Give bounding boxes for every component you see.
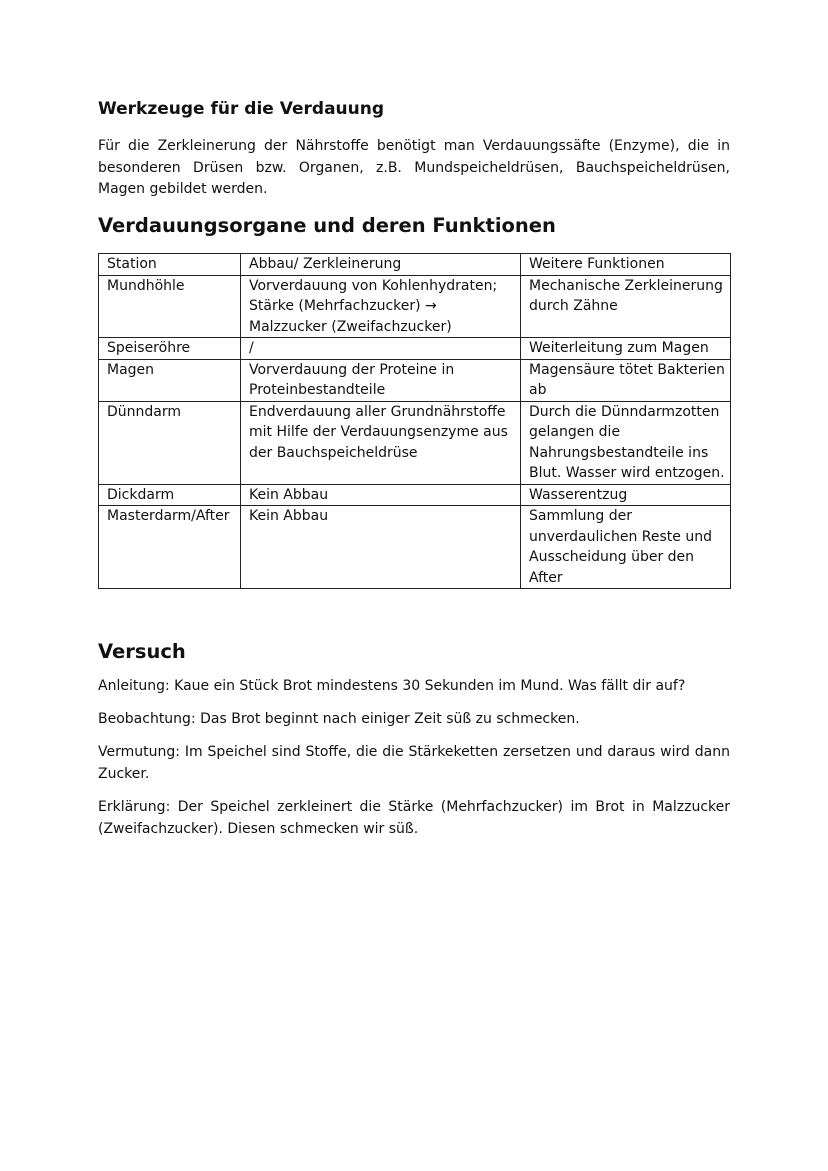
anleitung-text: Anleitung: Kaue ein Stück Brot mindestens 30 Sekunden im Mund. Was fällt dir auf? bbox=[98, 678, 686, 694]
column-header-weitere: Weitere Funktionen bbox=[521, 254, 731, 276]
werkzeuge-heading: Werkzeuge für die Verdauung bbox=[98, 99, 385, 119]
weitere-cell: Mechanische Zerkleinerung durch Zähne bbox=[521, 275, 731, 338]
table-row bbox=[99, 401, 731, 484]
abbau-cell: Kein Abbau bbox=[241, 506, 521, 589]
table-row bbox=[99, 359, 731, 401]
abbau-cell: Endverdauung aller Grundnährstoffe mit Hilfe der Verdauungsenzyme aus der Bauchspeicheldrüse bbox=[241, 401, 521, 484]
organ-table bbox=[98, 253, 731, 589]
weitere-cell: Wasserentzug bbox=[521, 484, 731, 506]
table-row bbox=[99, 275, 731, 338]
column-header-abbau: Abbau/ Zerkleinerung bbox=[241, 254, 521, 276]
table-header-row bbox=[99, 254, 731, 276]
werkzeuge-text: Für die Zerkleinerung der Nährstoffe benötigt man Verdauungssäfte (Enzyme), die in besonderen Drüsen bzw. Organen, z.B. Mundspeicheldrüsen, Bauchspeicheldrüsen, Magen gebildet werden. bbox=[98, 138, 730, 197]
weitere-cell: Weiterleitung zum Magen bbox=[521, 338, 731, 360]
station-cell: Mundhöhle bbox=[99, 275, 241, 338]
table-row bbox=[99, 506, 731, 589]
abbau-cell: / bbox=[241, 338, 521, 360]
weitere-cell: Sammlung der unverdaulichen Reste und Ausscheidung über den After bbox=[521, 506, 731, 589]
abbau-cell: Vorverdauung der Proteine in Proteinbestandteile bbox=[241, 359, 521, 401]
weitere-cell: Magensäure tötet Bakterien ab bbox=[521, 359, 731, 401]
versuch-heading: Versuch bbox=[98, 640, 186, 663]
table-row bbox=[99, 484, 731, 506]
vermutung-text: Vermutung: Im Speichel sind Stoffe, die die Stärkeketten zersetzen und daraus wird dann Zucker. bbox=[98, 744, 730, 782]
weitere-cell: Durch die Dünndarmzotten gelangen die Nahrungsbestandteile ins Blut. Wasser wird entzogen. bbox=[521, 401, 731, 484]
column-header-station: Station bbox=[99, 254, 241, 276]
abbau-cell: Kein Abbau bbox=[241, 484, 521, 506]
table-row bbox=[99, 338, 731, 360]
station-cell: Masterdarm/After bbox=[99, 506, 241, 589]
station-cell: Magen bbox=[99, 359, 241, 401]
station-cell: Speiseröhre bbox=[99, 338, 241, 360]
station-cell: Dickdarm bbox=[99, 484, 241, 506]
beobachtung-text: Beobachtung: Das Brot beginnt nach einiger Zeit süß zu schmecken. bbox=[98, 711, 580, 727]
abbau-cell: Vorverdauung von Kohlenhydraten; Stärke (Mehrfachzucker) → Malzzucker (Zweifachzucker) bbox=[241, 275, 521, 338]
erklaerung-text: Erklärung: Der Speichel zerkleinert die Stärke (Mehrfachzucker) im Brot in Malzzucker (Zweifachzucker). Diesen schmecken wir süß. bbox=[98, 799, 730, 837]
organe-heading: Verdauungsorgane und deren Funktionen bbox=[98, 214, 556, 237]
station-cell: Dünndarm bbox=[99, 401, 241, 484]
